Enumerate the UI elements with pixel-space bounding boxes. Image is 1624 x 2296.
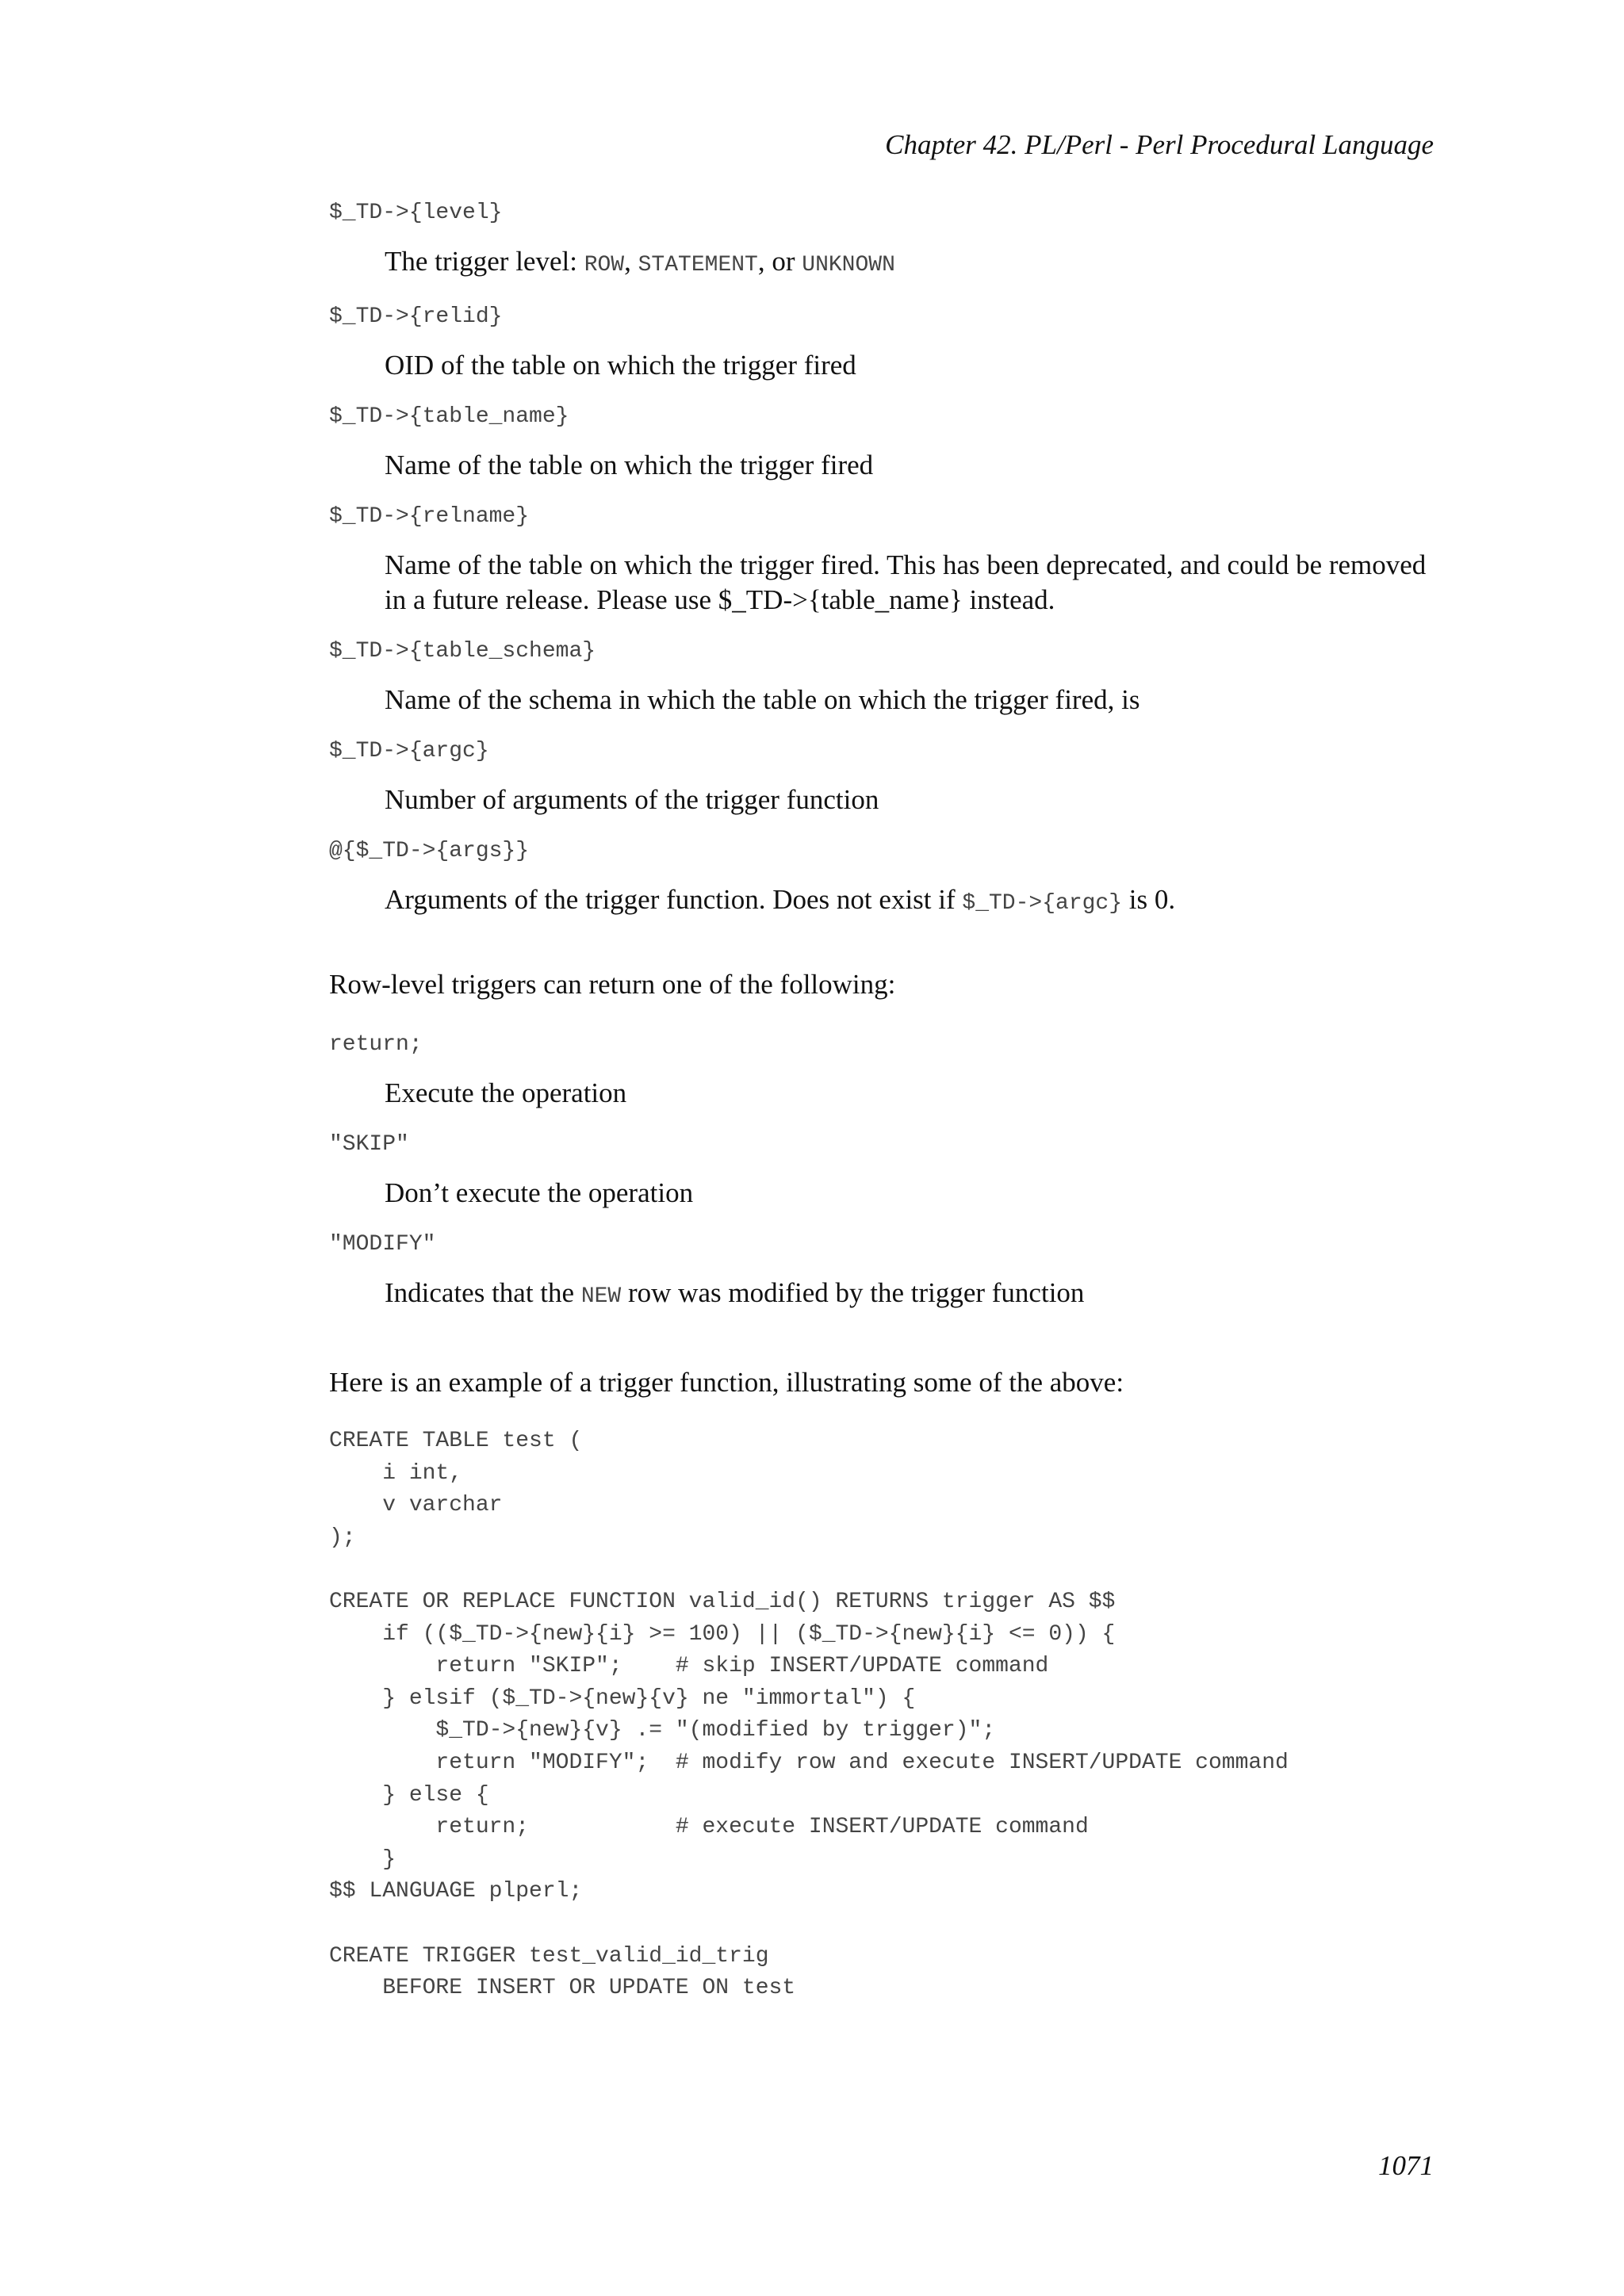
running-header: Chapter 42. PL/Perl - Perl Procedural Language xyxy=(885,129,1434,160)
inline-code: UNKNOWN xyxy=(802,253,895,277)
variable-term: @{$_TD->{args}} xyxy=(329,839,530,863)
variable-term: $_TD->{relid} xyxy=(329,304,503,329)
return-value-description xyxy=(385,1276,1439,1314)
variable-term: $_TD->{table_schema} xyxy=(329,639,596,664)
page-content xyxy=(329,197,1439,2005)
description-text: Name of the table on which the trigger fired xyxy=(385,450,874,480)
return-value-term: return; xyxy=(329,1032,423,1057)
description-text: Execute the operation xyxy=(385,1077,627,1108)
variable-term: $_TD->{level} xyxy=(329,201,503,225)
variable-description xyxy=(385,244,1439,283)
example-intro-paragraph: Here is an example of a trigger function, illustrating some of the above: xyxy=(329,1367,1124,1398)
description-text: Number of arguments of the trigger function xyxy=(385,784,879,815)
variable-description xyxy=(385,783,1439,817)
variable-term: $_TD->{table_name} xyxy=(329,404,569,429)
description-text: Indicates that the xyxy=(385,1277,581,1308)
variable-description xyxy=(385,548,1439,618)
description-text: Name of the schema in which the table on which the trigger fired, is xyxy=(385,684,1140,715)
description-text: Don’t execute the operation xyxy=(385,1177,694,1208)
description-text: is 0. xyxy=(1122,884,1176,915)
variable-term: $_TD->{argc} xyxy=(329,739,489,763)
variable-description xyxy=(385,683,1439,718)
code-example: CREATE TABLE test ( i int, v varchar ); CREATE OR REPLACE FUNCTION valid_id() RETURNS trigger AS $$ if (($_TD->{new}{i} >= 100) || ($_TD->{new}{i} <= 0)) { return "SKIP"; # skip INSERT/UPDATE command } elsif ($_TD->{new}{v} ne "immortal") { $_TD->{new}{v} .= "(modified by trigger)"; return "MODIFY"; # modify row and execute INSERT/UPDATE command } else { return; # execute INSERT/UPDATE command } $$ LANGUAGE plperl; CREATE TRIGGER test_valid_id_trig BEFORE INSERT OR UPDATE ON test xyxy=(329,1429,1289,2001)
return-value-list xyxy=(329,1028,1439,1314)
returns-intro-paragraph: Row-level triggers can return one of the following: xyxy=(329,969,896,1000)
return-value-description xyxy=(385,1176,1439,1211)
description-text: Arguments of the trigger function. Does not exist if xyxy=(385,884,963,915)
return-value-term: "MODIFY" xyxy=(329,1232,436,1257)
page-number: 1071 xyxy=(1378,2150,1434,2181)
description-text: Name of the table on which the trigger fired. This has been deprecated, and could be removed in a future release. Please use $_TD->{table_name} instead. xyxy=(385,549,1427,615)
description-text: , or xyxy=(757,246,802,277)
variable-description xyxy=(385,448,1439,483)
variable-description xyxy=(385,348,1439,383)
description-text: OID of the table on which the trigger fired xyxy=(385,350,856,381)
inline-code: STATEMENT xyxy=(638,253,758,277)
td-variable-list xyxy=(329,197,1439,921)
inline-code: ROW xyxy=(584,253,625,277)
description-text: The trigger level: xyxy=(385,246,584,277)
description-text: row was modified by the trigger function xyxy=(621,1277,1085,1308)
return-value-term: "SKIP" xyxy=(329,1132,409,1157)
inline-code: $_TD->{argc} xyxy=(962,891,1123,916)
variable-description xyxy=(385,882,1439,921)
variable-term: $_TD->{relname} xyxy=(329,504,530,529)
description-text: , xyxy=(624,246,638,277)
inline-code: NEW xyxy=(580,1284,622,1309)
return-value-description xyxy=(385,1076,1439,1111)
